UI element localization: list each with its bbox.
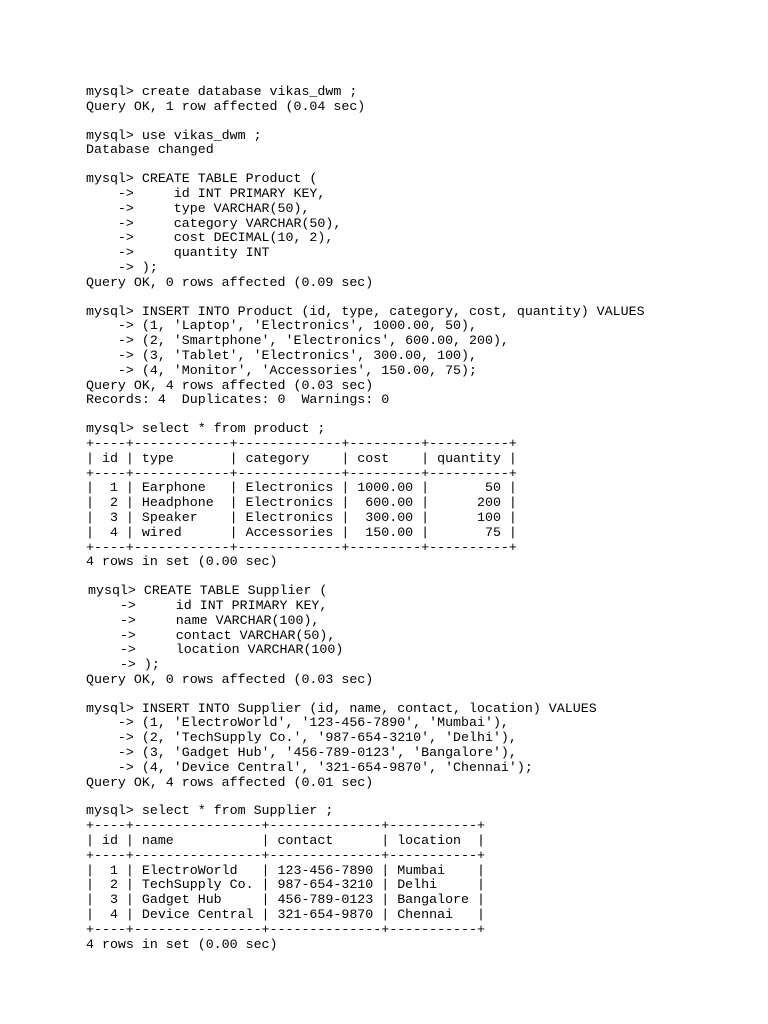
result-line: 4 rows in set (0.00 sec) bbox=[86, 554, 278, 570]
command-line: mysql> INSERT INTO Supplier (id, name, contact, location) VALUES bbox=[86, 700, 597, 716]
continuation-line: -> (1, 'ElectroWorld', '123-456-7890', 'Mumbai'), bbox=[86, 715, 509, 731]
terminal-transcript bbox=[86, 85, 746, 966]
table-row: | 2 | TechSupply Co. | 987-654-3210 | Delhi | bbox=[86, 877, 485, 893]
command-line: mysql> select * from Supplier ; bbox=[86, 803, 334, 819]
insert-supplier-block bbox=[86, 702, 746, 791]
table-header: | id | type | category | cost | quantity | bbox=[86, 450, 517, 466]
continuation-line: -> (3, 'Tablet', 'Electronics', 300.00, 100), bbox=[86, 347, 477, 363]
table-border: +----+----------------+--------------+-----------+ bbox=[86, 847, 485, 863]
continuation-line: -> (1, 'Laptop', 'Electronics', 1000.00, 50), bbox=[86, 318, 477, 334]
table-row: | 3 | Speaker | Electronics | 300.00 | 100 | bbox=[86, 509, 517, 525]
continuation-line: -> cost DECIMAL(10, 2), bbox=[86, 230, 334, 246]
result-line: Query OK, 0 rows affected (0.09 sec) bbox=[86, 274, 374, 290]
create-product-block bbox=[86, 172, 746, 290]
result-line: Query OK, 1 row affected (0.04 sec) bbox=[86, 98, 366, 114]
result-line: Query OK, 4 rows affected (0.03 sec) bbox=[86, 377, 374, 393]
continuation-line: -> quantity INT bbox=[86, 245, 270, 261]
continuation-line: -> location VARCHAR(100) bbox=[88, 642, 344, 658]
table-border: +----+------------+-------------+---------+----------+ bbox=[86, 465, 517, 481]
table-border: +----+----------------+--------------+-----------+ bbox=[86, 818, 485, 834]
select-product-block bbox=[86, 422, 746, 570]
result-line: Database changed bbox=[86, 142, 214, 158]
command-line: mysql> INSERT INTO Product (id, type, category, cost, quantity) VALUES bbox=[86, 303, 645, 319]
command-line: mysql> CREATE TABLE Product ( bbox=[86, 171, 318, 187]
result-line: 4 rows in set (0.00 sec) bbox=[86, 936, 278, 952]
create-supplier-block bbox=[86, 584, 746, 688]
continuation-line: -> (2, 'Smartphone', 'Electronics', 600.00, 200), bbox=[86, 333, 509, 349]
table-row: | 4 | Device Central | 321-654-9870 | Chennai | bbox=[86, 907, 485, 923]
continuation-line: -> ); bbox=[86, 259, 158, 275]
command-line: mysql> CREATE TABLE Supplier ( bbox=[88, 583, 328, 599]
create-supplier-statement bbox=[86, 584, 746, 673]
result-line: Records: 4 Duplicates: 0 Warnings: 0 bbox=[86, 392, 390, 408]
continuation-line: -> ); bbox=[88, 657, 160, 673]
create-database-block bbox=[86, 85, 746, 115]
use-database-block bbox=[86, 129, 746, 159]
result-line: Query OK, 0 rows affected (0.03 sec) bbox=[86, 671, 374, 687]
table-header: | id | name | contact | location | bbox=[86, 833, 485, 849]
insert-product-block bbox=[86, 305, 746, 409]
continuation-line: -> (2, 'TechSupply Co.', '987-654-3210', 'Delhi'), bbox=[86, 730, 517, 746]
continuation-line: -> id INT PRIMARY KEY, bbox=[86, 185, 326, 201]
continuation-line: -> contact VARCHAR(50), bbox=[88, 627, 336, 643]
table-row: | 1 | ElectroWorld | 123-456-7890 | Mumbai | bbox=[86, 862, 485, 878]
table-row: | 3 | Gadget Hub | 456-789-0123 | Bangalore | bbox=[86, 892, 485, 908]
continuation-line: -> id INT PRIMARY KEY, bbox=[88, 597, 328, 613]
continuation-line: -> category VARCHAR(50), bbox=[86, 215, 342, 231]
table-row: | 1 | Earphone | Electronics | 1000.00 | 50 | bbox=[86, 480, 517, 496]
select-supplier-block bbox=[86, 804, 746, 952]
continuation-line: -> (3, 'Gadget Hub', '456-789-0123', 'Bangalore'), bbox=[86, 745, 517, 761]
command-line: mysql> select * from product ; bbox=[86, 421, 326, 437]
table-row: | 4 | wired | Accessories | 150.00 | 75 | bbox=[86, 524, 517, 540]
table-border: +----+----------------+--------------+-----------+ bbox=[86, 921, 485, 937]
command-line: mysql> create database vikas_dwm ; bbox=[86, 84, 358, 99]
table-row: | 2 | Headphone | Electronics | 600.00 | 200 | bbox=[86, 495, 517, 511]
continuation-line: -> name VARCHAR(100), bbox=[88, 612, 320, 628]
result-line: Query OK, 4 rows affected (0.01 sec) bbox=[86, 774, 374, 790]
command-line: mysql> use vikas_dwm ; bbox=[86, 127, 262, 143]
table-border: +----+------------+-------------+---------+----------+ bbox=[86, 435, 517, 451]
table-border: +----+------------+-------------+---------+----------+ bbox=[86, 539, 517, 555]
continuation-line: -> type VARCHAR(50), bbox=[86, 200, 310, 216]
continuation-line: -> (4, 'Monitor', 'Accessories', 150.00, 75); bbox=[86, 362, 477, 378]
continuation-line: -> (4, 'Device Central', '321-654-9870', 'Chennai'); bbox=[86, 759, 533, 775]
